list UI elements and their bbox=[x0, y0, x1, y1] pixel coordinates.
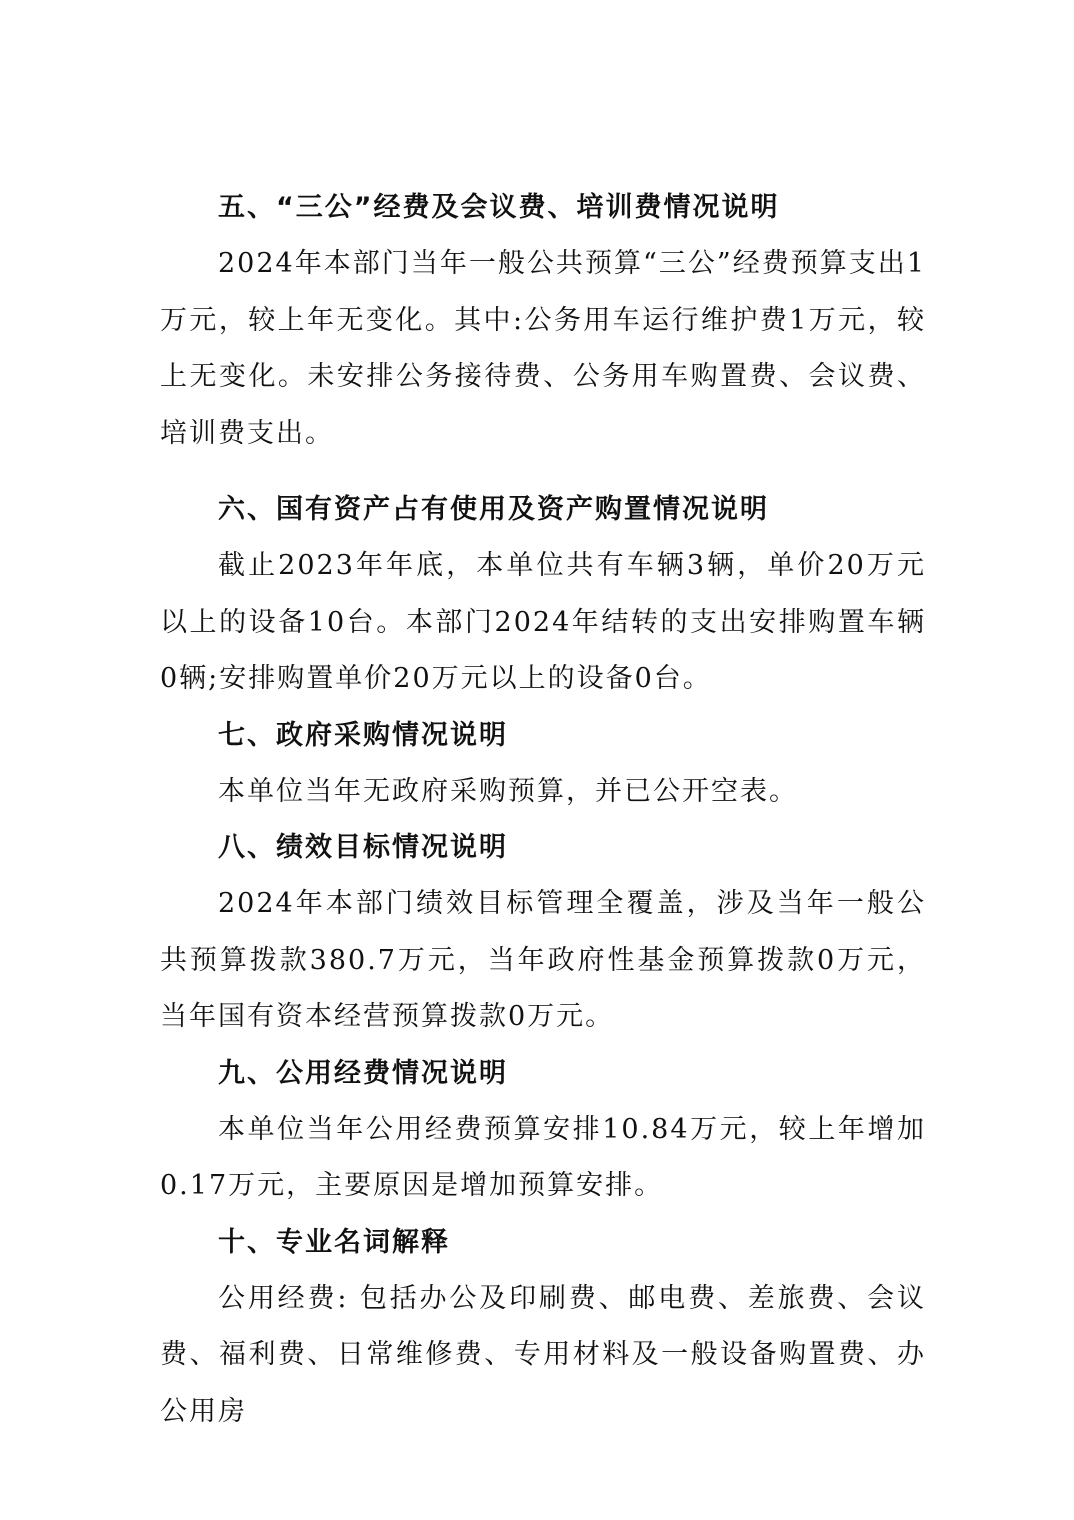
section-heading-9: 九、公用经费情况说明 bbox=[218, 1057, 508, 1089]
section-9-paragraph: 本单位当年公用经费预算安排10.84万元，较上年增加0.17万元，主要原因是增加预算安排。 bbox=[160, 1113, 926, 1201]
document-body bbox=[160, 180, 926, 1440]
section-heading-10: 十、专业名词解释 bbox=[218, 1226, 450, 1258]
section-heading-6: 六、国有资产占有使用及资产购置情况说明 bbox=[218, 494, 769, 525]
section-gap bbox=[160, 462, 926, 482]
section-heading-7: 七、政府采购情况说明 bbox=[218, 719, 508, 751]
section-5-paragraph: 2024年本部门当年一般公共预算“三公”经费预算支出1万元，较上年无变化。其中:公务用车运行维护费1万元，较上无变化。未安排公务接待费、公务用车购置费、会议费、培训费支出。 bbox=[160, 248, 926, 449]
section-7-paragraph: 本单位当年无政府采购预算，并已公开空表。 bbox=[218, 775, 798, 807]
section-heading-8: 八、绩效目标情况说明 bbox=[218, 832, 508, 863]
section-8-paragraph: 2024年本部门绩效目标管理全覆盖，涉及当年一般公共预算拨款380.7万元，当年政府性基金预算拨款0万元，当年国有资本经营预算拨款0万元。 bbox=[160, 888, 926, 1032]
section-6-paragraph: 截止2023年年底，本单位共有车辆3辆，单价20万元以上的设备10台。本部门2024年结转的支出安排购置车辆0辆;安排购置单价20万元以上的设备0台。 bbox=[160, 550, 926, 694]
section-heading-5: 五、“三公”经费及会议费、培训费情况说明 bbox=[218, 192, 780, 223]
section-10-paragraph: 公用经费: 包括办公及印刷费、邮电费、差旅费、会议费、福利费、日常维修费、专用材料及一般设备购置费、办公用房 bbox=[160, 1282, 926, 1427]
